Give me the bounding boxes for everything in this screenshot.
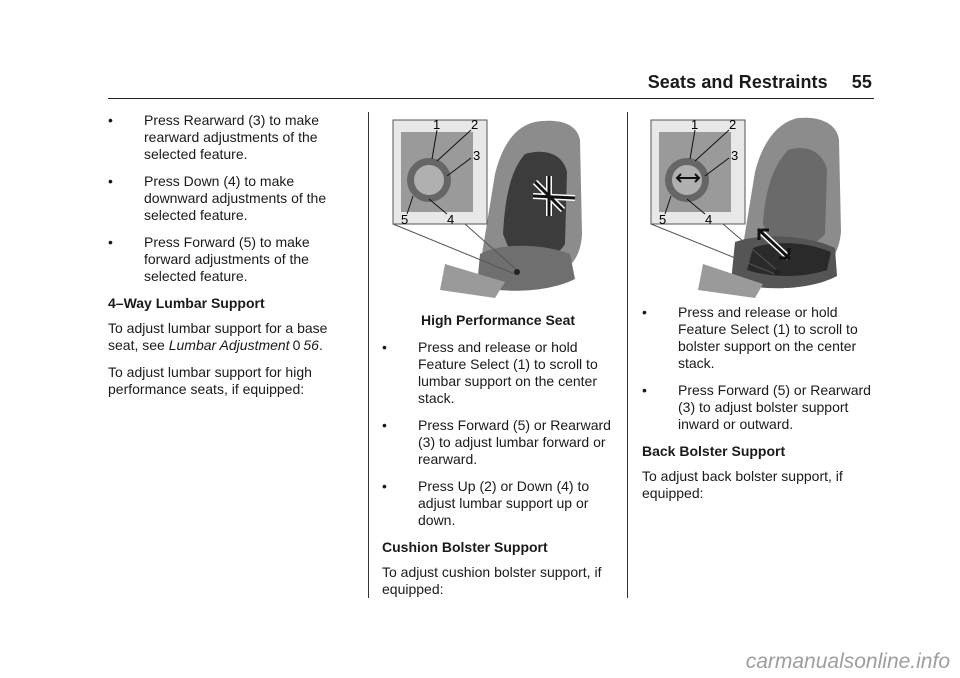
label-2: 2 xyxy=(729,117,737,132)
para-lumbar-base: To adjust lumbar support for a base seat, see Lumbar Adjustment 0 56. xyxy=(108,320,328,353)
seat-illustration xyxy=(385,114,585,298)
label-3: 3 xyxy=(731,148,739,163)
bullet-symbol: • xyxy=(108,112,113,128)
bullet-symbol: • xyxy=(108,234,113,250)
bullet-item: • Press and release or hold Feature Select (1) to scroll to lumbar support on the center stack. xyxy=(382,339,598,406)
bullet-item: • Press Forward (5) or Rearward (3) to adjust lumbar forward or rearward. xyxy=(382,417,611,467)
para-cushion-bolster: To adjust cushion bolster support, if equipped: xyxy=(382,564,602,597)
bullet-symbol: • xyxy=(642,382,647,398)
column-divider-2 xyxy=(627,112,628,598)
para-lumbar-high-perf: To adjust lumbar support for high performance seats, if equipped: xyxy=(108,364,312,397)
heading-cushion-bolster: Cushion Bolster Support xyxy=(382,539,548,555)
bullet-item: • Press Up (2) or Down (4) to adjust lumbar support up or down. xyxy=(382,478,590,528)
xref-lumbar-adjustment[interactable]: Lumbar Adjustment xyxy=(168,337,290,353)
seat-figure-cushion-bolster xyxy=(643,114,843,298)
bullet-symbol: • xyxy=(382,339,387,355)
bullet-item: • Press Forward (5) or Rearward (3) to adjust bolster support inward or outward. xyxy=(642,382,871,432)
bullet-symbol: • xyxy=(382,417,387,433)
seat-illustration xyxy=(643,114,843,298)
header-rule xyxy=(108,98,874,99)
bullet-item: • Press Rearward (3) to make rearward adjustments of the selected feature. xyxy=(108,112,320,162)
seat-figure-lumbar xyxy=(385,114,585,298)
label-1: 1 xyxy=(433,117,441,132)
bullet-symbol: • xyxy=(382,478,387,494)
bullet-item: • Press and release or hold Feature Select (1) to scroll to bolster support on the center stack. xyxy=(642,304,858,371)
label-4: 4 xyxy=(447,212,455,227)
label-5: 5 xyxy=(659,212,667,227)
page-number: 55 xyxy=(851,72,872,92)
column-2 xyxy=(382,304,614,608)
bullet-item: • Press Forward (5) to make forward adjustments of the selected feature. xyxy=(108,234,310,284)
bullet-item: • Press Down (4) to make downward adjustments of the selected feature. xyxy=(108,173,327,223)
label-2: 2 xyxy=(471,117,479,132)
heading-lumbar: 4–Way Lumbar Support xyxy=(108,295,265,311)
para-back-bolster: To adjust back bolster support, if equipped: xyxy=(642,468,843,501)
label-1: 1 xyxy=(691,117,699,132)
page-header xyxy=(648,72,872,93)
heading-back-bolster: Back Bolster Support xyxy=(642,443,786,459)
column-3 xyxy=(642,304,874,512)
page-ref-number[interactable]: 56 xyxy=(303,337,319,353)
bullet-symbol: • xyxy=(108,173,113,189)
figure-caption: High Performance Seat xyxy=(420,312,576,328)
section-title: Seats and Restraints xyxy=(647,72,828,92)
watermark: carmanualsonline.info xyxy=(745,650,950,673)
label-4: 4 xyxy=(705,212,713,227)
page-ref-symbol: 0 xyxy=(292,337,301,353)
column-1 xyxy=(108,112,358,408)
label-3: 3 xyxy=(473,148,481,163)
label-5: 5 xyxy=(401,212,409,227)
column-divider-1 xyxy=(368,112,369,598)
bullet-symbol: • xyxy=(642,304,647,320)
